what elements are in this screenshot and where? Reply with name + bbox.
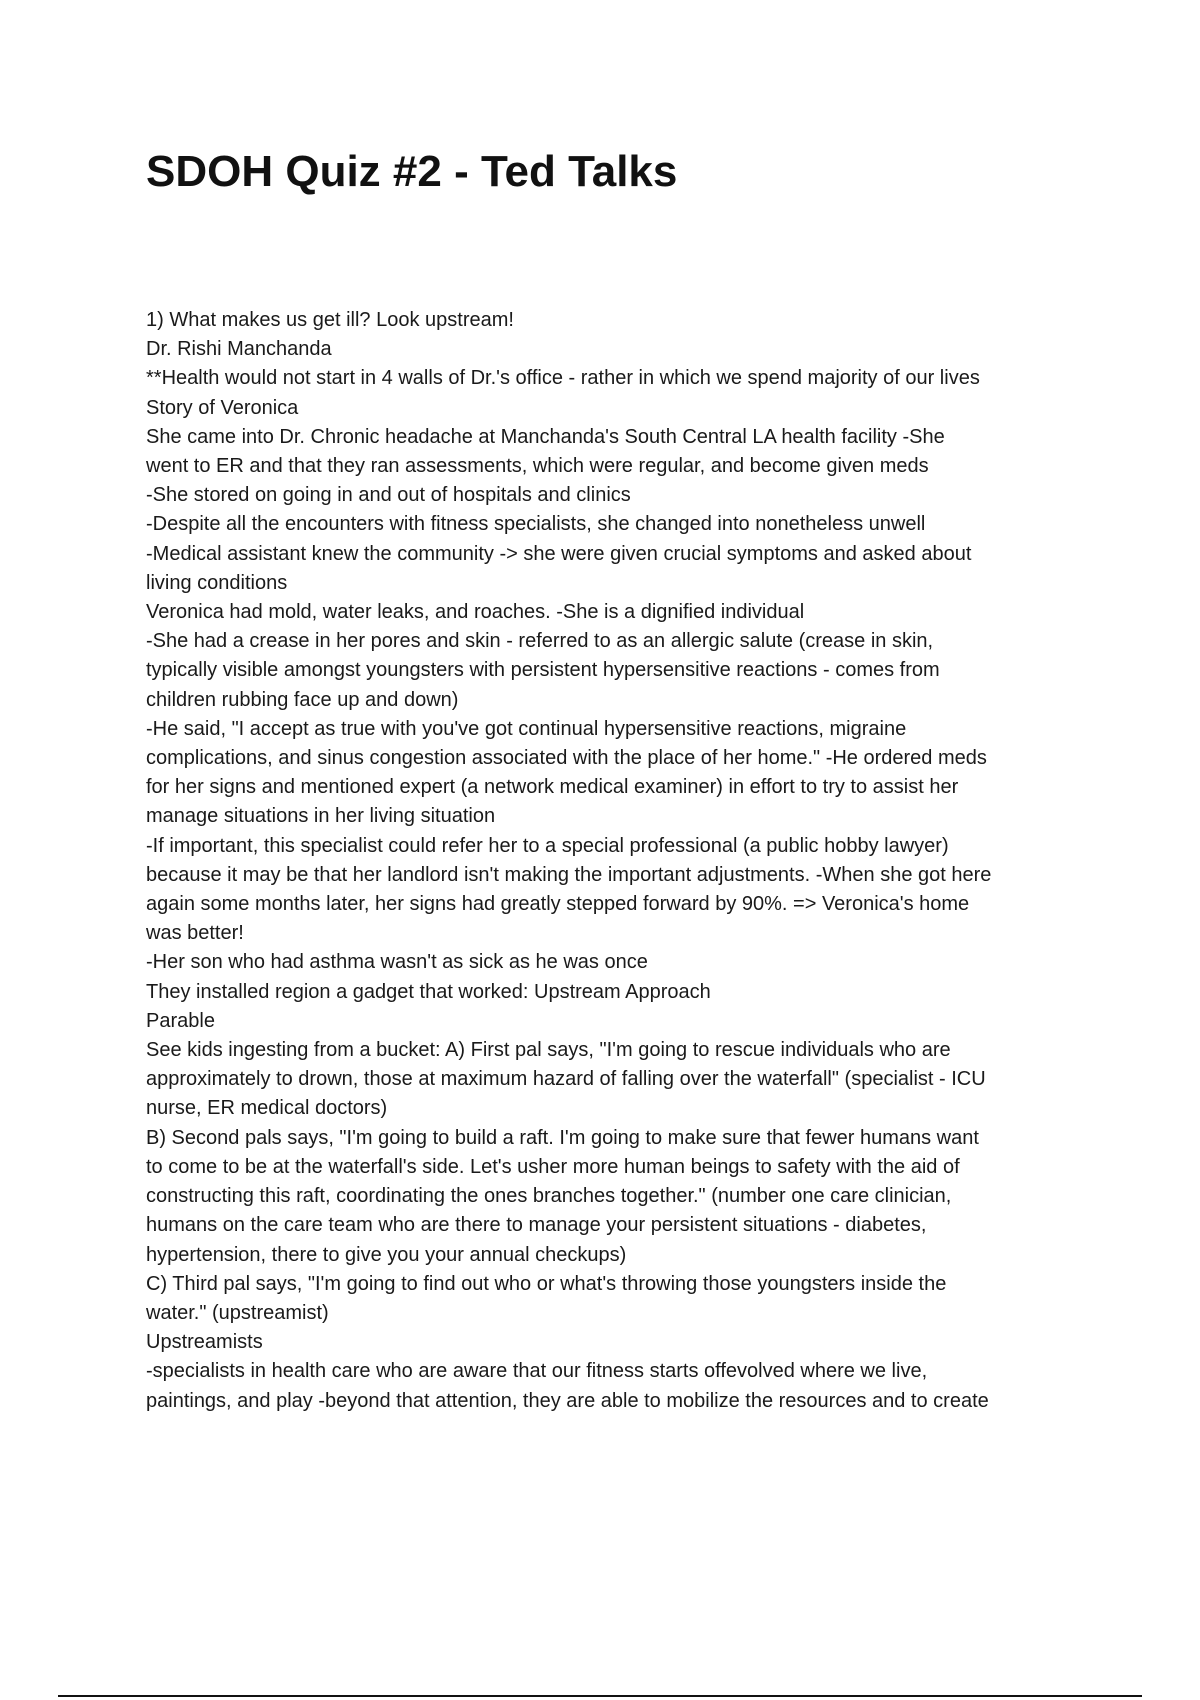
text-line: -If important, this specialist could refer her to a special professional (a public hobby lawyer) [146, 834, 949, 857]
text-line: manage situations in her living situation [146, 805, 496, 828]
text-line: -She stored on going in and out of hospitals and clinics [146, 484, 631, 507]
text-line: **Health would not start in 4 walls of Dr.'s office - rather in which we spend majority of our lives [146, 367, 980, 390]
text-line: -He said, "I accept as true with you've got continual hypersensitive reactions, migraine [146, 717, 907, 740]
page-title: SDOH Quiz #2 - Ted Talks [146, 147, 678, 196]
text-line: 1) What makes us get ill? Look upstream! [146, 309, 514, 331]
page-bottom-rule [58, 1695, 1142, 1697]
text-line: Veronica had mold, water leaks, and roaches. -She is a dignified individual [146, 601, 805, 624]
text-line: hypertension, there to give you your annual checkups) [146, 1243, 627, 1266]
text-line: water." (upstreamist) [146, 1301, 329, 1324]
text-line: B) Second pals says, "I'm going to build a raft. I'm going to make sure that fewer humans want [146, 1126, 979, 1149]
text-line: went to ER and that they ran assessments, which were regular, and become given meds [146, 455, 929, 478]
text-line: because it may be that her landlord isn't making the important adjustments. -When she got here [146, 863, 992, 886]
text-line: Parable [146, 1009, 215, 1032]
text-line: -Her son who had asthma wasn't as sick as he was once [146, 951, 648, 974]
text-line: was better! [146, 922, 244, 945]
text-line: See kids ingesting from a bucket: A) First pal says, "I'm going to rescue individuals who are [146, 1039, 951, 1062]
text-line: children rubbing face up and down) [146, 688, 459, 711]
text-line: She came into Dr. Chronic headache at Manchanda's South Central LA health facility -She [146, 425, 945, 448]
text-line: Upstreamists [146, 1331, 263, 1354]
document-body [146, 306, 1086, 1416]
text-line: They installed region a gadget that worked: Upstream Approach [146, 980, 711, 1003]
text-line: humans on the care team who are there to manage your persistent situations - diabetes, [146, 1214, 927, 1237]
text-line: -Medical assistant knew the community -> she were given crucial symptoms and asked about [146, 542, 972, 565]
text-line: living conditions [146, 571, 288, 594]
text-line: complications, and sinus congestion associated with the place of her home." -He ordered meds [146, 747, 987, 770]
text-line: to come to be at the waterfall's side. Let's usher more human beings to safety with the aid of [146, 1155, 960, 1178]
text-line: -Despite all the encounters with fitness specialists, she changed into nonetheless unwell [146, 513, 926, 536]
text-line: approximately to drown, those at maximum hazard of falling over the waterfall" (specialist - ICU [146, 1068, 986, 1091]
text-line: Story of Veronica [146, 396, 299, 419]
text-line: Dr. Rishi Manchanda [146, 338, 332, 361]
text-line: -She had a crease in her pores and skin - referred to as an allergic salute (crease in skin, [146, 630, 934, 653]
text-line: -specialists in health care who are aware that our fitness starts offevolved where we live, [146, 1360, 928, 1383]
text-line: again some months later, her signs had greatly stepped forward by 90%. => Veronica's home [146, 893, 970, 916]
text-line: paintings, and play -beyond that attention, they are able to mobilize the resources and to create [146, 1389, 989, 1412]
text-line: for her signs and mentioned expert (a network medical examiner) in effort to try to assist her [146, 776, 959, 799]
text-line: nurse, ER medical doctors) [146, 1097, 388, 1120]
text-line: typically visible amongst youngsters with persistent hypersensitive reactions - comes from [146, 659, 940, 682]
text-line: constructing this raft, coordinating the ones branches together." (number one care clinician, [146, 1185, 952, 1208]
text-line: C) Third pal says, "I'm going to find out who or what's throwing those youngsters inside the [146, 1272, 947, 1295]
